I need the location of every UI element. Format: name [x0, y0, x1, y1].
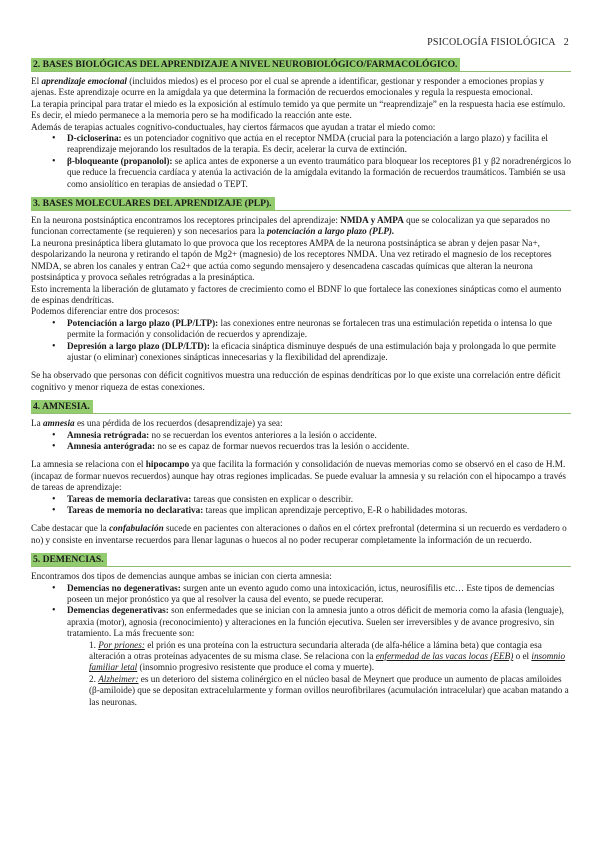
dementia-list	[31, 583, 571, 640]
list-item: • Amnesia anterógrada: no se es capaz de formar nuevos recuerdos tras la lesión o accidente.	[67, 441, 571, 452]
section-5-heading: 5. DEMENCIAS.	[31, 553, 107, 566]
list-item: • Tareas de memoria declarativa: tareas que consisten en explicar o describir.	[67, 494, 571, 505]
section-2	[31, 58, 571, 190]
paragraph: Encontramos dos tipos de demencias aunque ambas se inician con cierta amnesia:	[31, 571, 332, 582]
section-2-heading: 2. BASES BIOLÓGICAS DEL APRENDIZAJE A NIVEL NEUROBIOLÓGICO/FARMACOLÓGICO.	[31, 58, 460, 71]
process-list	[31, 318, 571, 364]
paragraph: Podemos diferenciar entre dos procesos:	[31, 306, 180, 317]
section-5	[31, 553, 571, 708]
paragraph: La amnesia es una pérdida de los recuerdos (desaprendizaje) ya sea:	[31, 418, 283, 429]
page-header	[421, 37, 569, 48]
section-3-heading: 3. BASES MOLECULARES DEL APRENDIZAJE (PLP).	[31, 197, 275, 210]
paragraph: Se ha observado que personas con déficit cognitivos muestra una reducción de espinas dendríticas por lo que existe una correlación entre déficit cognitivo y menor riqueza de estas conexiones.	[31, 370, 561, 392]
term-aprendizaje-emocional: aprendizaje emocional	[41, 76, 127, 86]
section-4-heading: 4. AMNESIA.	[31, 400, 93, 413]
paragraph: La terapia principal para tratar el miedo es la exposición al estímulo temido ya que permite un “reaprendizaje” en la respuesta hacia ese estímulo. Es decir, el miedo permanece a la memoria pero se ha modificado la reacción ante este.	[31, 98, 566, 121]
task-list	[31, 494, 571, 517]
list-item: • Depresión a largo plazo (DLP/LTD): la eficacia sináptica disminuye después de una estimulación baja y prolongada lo que permite ajustar (o eliminar) conexiones sinápticas innecesarias y la flexibilidad del aprendizaje.	[67, 341, 571, 364]
list-item: • β-bloqueante (propanolol): se aplica antes de exponerse a un evento traumático para bloquear los receptores β1 y β2 noradrenérgicos lo que reduce la frecuencia cardíaca y atenúa la activación de la amígdala evitando la formación de recuerdos traumáticos. También se usa como ansiolítico en terapias de ansiedad o TEPT.	[67, 156, 571, 190]
paragraph: La neurona presináptica libera glutamato lo que provoca que los receptores AMPA de la neurona postsináptica se abran y dejen pasar Na+, despolarizando la neurona y retirando el tapón de Mg2+ (magnesio) de los receptores NMDA. Una vez retirado el magnesio de los receptores NMDA, se abren los canales y entran Ca2+ que actúa como segundo mensajero y desencadena cascadas químicas que alteran la neurona postsináptica y provoca señales retrógradas a la presináptica.	[31, 237, 552, 283]
list-item: • Amnesia retrógrada: no se recuerdan los eventos anteriores a la lesión o accidente.	[67, 430, 571, 441]
section-4	[31, 400, 571, 546]
paragraph: Además de terapias actuales cognitivo-conductuales, hay ciertos fármacos que ayudan a tratar el miedo como:	[31, 121, 436, 132]
page-number: 2	[563, 37, 569, 48]
amnesia-type-list	[31, 430, 571, 453]
list-item: 2. Alzheimer: es un deterioro del sistema colinérgico en el núcleo basal de Meynert que produce un aumento de placas amiloides (β-amiloide) que se depositan extracelularmente y forman ovillos neurofibrilares (acumulación intracelular) que acaban matando a las neuronas.	[89, 673, 569, 707]
section-3	[31, 197, 571, 393]
paragraph: Cabe destacar que la confabulación sucede en pacientes con alteraciones o daños en el córtex prefrontal (determina si un recuerdo es verdadero o no) y consiste en inventarse recuerdos para llenar lagunas o huecos al no poder recuperar completamente la información de un recuerdo.	[31, 523, 567, 545]
paragraph: En la neurona postsináptica encontramos los receptores principales del aprendizaje: NMDA y AMPA que se colocalizan ya que separados no funcionan correctamente (se requieren) y son necesarios para la potenciación a largo plazo (PLP).	[31, 215, 551, 237]
paragraph: La amnesia se relaciona con el hipocampo ya que facilita la formación y consolidación de nuevas memorias como se observó en el caso de H.M. (incapaz de formar nuevos recuerdos) aunque hay otras regiones implicadas. Se puede evaluar la amnesia y su relación con el hipocampo a través de tareas de aprendizaje:	[31, 459, 566, 493]
degenerative-list	[31, 640, 571, 708]
list-item: • D-cicloserina: es un potenciador cognitivo que actúa en el receptor NMDA (crucial para la potenciación a largo plazo) y facilita el reaprendizaje mejorando los resultados de la terapia. Es decir, acelerar la curva de extinción.	[67, 133, 571, 156]
list-item: • Demencias no degenerativas: surgen ante un evento agudo como una intoxicación, ictus, neurosífilis etc… Este tipos de demencias poseen un mejor pronóstico ya que al resolver la causa del evento, se puede recuperar.	[67, 583, 571, 606]
list-item: • Potenciación a largo plazo (PLP/LTP): las conexiones entre neuronas se fortalecen tras una estimulación repetida o intensa lo que permite la formación y consolidación de recuerdos y aprendizaje.	[67, 318, 571, 341]
list-item: • Tareas de memoria no declarativa: tareas que implican aprendizaje perceptivo, E-R o habilidades motoras.	[67, 505, 571, 516]
drug-list	[31, 133, 571, 190]
list-item: 1. Por priones: el prión es una proteína con la estructura secundaria alterada (de alfa-hélice a lámina beta) que contagia esa alteración a otras proteínas adyacentes de su misma clase. Se relaciona con la enfermedad de las vacas locas (EEB) o el insomnio familiar letal (insomnio progresivo resistente que produce el coma y muerte).	[89, 639, 566, 673]
paragraph: El aprendizaje emocional (incluidos miedos) es el proceso por el cual se aprende a identificar, gestionar y responder a emociones propias y ajenas. Este aprendizaje ocurre en la amígdala ya que determina la formación de recuerdos emocionales y regula la respuesta emocional.	[31, 76, 544, 98]
list-item: • Demencias degenerativas: son enfermedades que se inician con la amnesia junto a otros déficit de memoria como la afasia (lenguaje), apraxia (motor), agnosia (reconocimiento) y alteraciones en la función ejecutiva. Suelen ser irreversibles y de avance progresivo, sin tratamiento. La más frecuente son:	[67, 605, 571, 639]
header-title: PSICOLOGÍA FISIOLÓGICA	[427, 37, 556, 48]
page-content	[31, 58, 571, 715]
paragraph: Esto incrementa la liberación de glutamato y factores de crecimiento como el BDNF lo que fortalece las conexiones sinápticas como el aumento de espinas dendríticas.	[31, 283, 562, 305]
